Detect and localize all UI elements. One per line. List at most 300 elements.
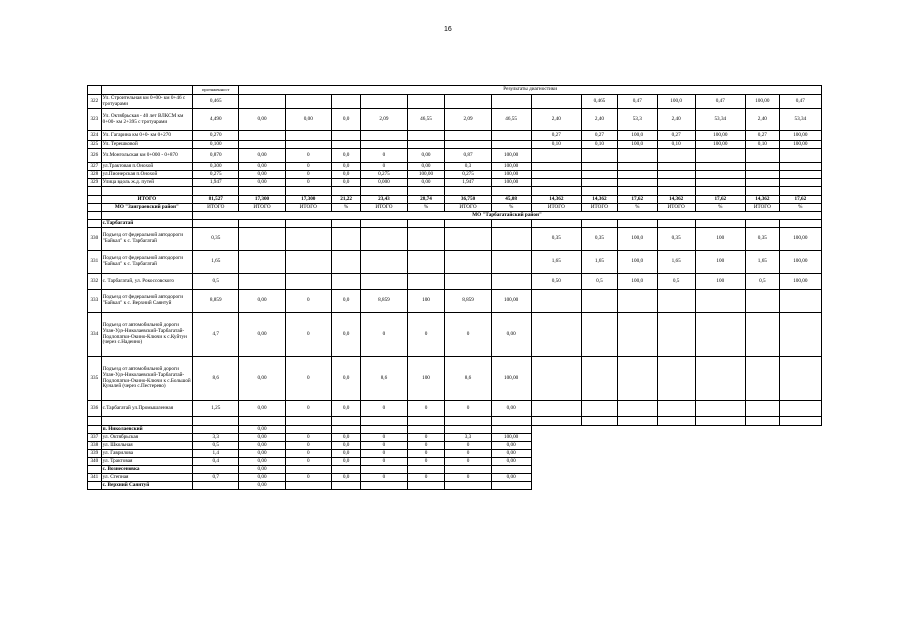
table-cell: [531, 179, 581, 187]
road-name: ул.Трактовая п.Онохой: [101, 163, 192, 171]
section-title: с.Тарбагатай: [101, 220, 192, 228]
table-cell: 100,00: [491, 179, 531, 187]
table-cell: 0,3: [445, 163, 491, 171]
table-cell: [746, 434, 780, 442]
table-cell: [407, 95, 445, 109]
row-number: 329: [88, 179, 102, 187]
table-cell: 100,00: [779, 131, 821, 141]
table-cell: [285, 426, 331, 434]
table-cell: [695, 171, 745, 179]
table-cell: 0,35: [582, 228, 618, 251]
section-row: [88, 466, 822, 474]
table-cell: [582, 149, 618, 163]
table-cell: [582, 187, 618, 196]
table-cell: 0: [445, 401, 491, 417]
table-cell: 0,0: [331, 434, 360, 442]
table-cell: 0,00: [239, 426, 285, 434]
table-row: [88, 228, 822, 251]
summary-cell: 17,62: [779, 196, 821, 204]
table-cell: 0,35: [746, 228, 780, 251]
road-name: Подъезд от федеральной автодороги "Байкал" к с. Верхний Саянтуй: [101, 290, 192, 313]
table-cell: 0,27: [657, 131, 695, 141]
table-cell: [445, 466, 491, 474]
table-cell: 1,65: [531, 251, 581, 274]
road-length: 0,35: [193, 228, 239, 251]
road-name: Подъезд от федеральной автодороги "Байкал" к с. Тарбагатай: [101, 228, 192, 251]
table-cell: [657, 426, 695, 434]
table-cell: [88, 220, 102, 228]
table-cell: 0: [445, 450, 491, 458]
table-cell: 100: [407, 357, 445, 401]
table-cell: [746, 357, 780, 401]
table-cell: 0,00: [239, 163, 285, 171]
table-cell: [407, 466, 445, 474]
table-row: [88, 450, 822, 458]
table-cell: 100: [407, 290, 445, 313]
table-cell: 0,00: [239, 458, 285, 466]
table-cell: [285, 141, 331, 149]
table-cell: [531, 450, 581, 458]
table-cell: [445, 274, 491, 290]
table-cell: [779, 357, 821, 401]
table-cell: [695, 450, 745, 458]
table-cell: [695, 417, 745, 426]
table-cell: [657, 357, 695, 401]
table-cell: [746, 313, 780, 357]
table-cell: [331, 466, 360, 474]
table-cell: 100: [695, 228, 745, 251]
table-cell: 0,00: [407, 179, 445, 187]
table-cell: [445, 187, 491, 196]
summary-cell: %: [695, 204, 745, 212]
table-row: [88, 171, 822, 179]
table-cell: [617, 290, 657, 313]
mo-row: [88, 204, 822, 212]
table-cell: [531, 313, 581, 357]
road-length: 0,5: [193, 442, 239, 450]
table-cell: 0,0: [331, 163, 360, 171]
summary-cell: %: [407, 204, 445, 212]
table-cell: [285, 187, 331, 196]
road-length: 8,6: [193, 357, 239, 401]
table-cell: [617, 474, 657, 482]
table-cell: [746, 442, 780, 450]
table-cell: 0,00: [239, 313, 285, 357]
table-cell: 0,87: [445, 149, 491, 163]
summary-cell: 17,300: [285, 196, 331, 204]
table-cell: [101, 187, 192, 196]
row-number: 336: [88, 401, 102, 417]
row-number: 323: [88, 109, 102, 131]
road-name: Подъезд от автомобильной дороги Улан-Удэ-Николаевский-Тарбагатай-Подлопатки-Окино-Ключи к с.Большой Куналей (через с.Пестерево): [101, 357, 192, 401]
table-cell: [331, 417, 360, 426]
table-cell: [331, 251, 360, 274]
road-name: Ул. Октябрьская - 40 лет ВЛКСМ км 0+00- км 2+395 с тротуарами: [101, 109, 192, 131]
table-cell: 100,00: [779, 141, 821, 149]
table-cell: [779, 187, 821, 196]
table-cell: [445, 95, 491, 109]
table-cell: 100,0: [617, 131, 657, 141]
table-cell: 0,00: [491, 458, 531, 466]
table-cell: [746, 450, 780, 458]
table-cell: [88, 417, 102, 426]
table-cell: [617, 426, 657, 434]
section-row: [88, 426, 822, 434]
road-name: Подъезд от автомобильной дороги Улан-Удэ-Николаевский-Тарбагатай-Подлопатки-Окино-Ключи к с.Куйтун (через с.Надеино): [101, 313, 192, 357]
table-cell: [491, 220, 531, 228]
table-cell: [582, 482, 618, 490]
table-cell: 3,3: [445, 434, 491, 442]
table-cell: [407, 220, 445, 228]
table-cell: [657, 187, 695, 196]
table-cell: [331, 228, 360, 251]
table-cell: 100,0: [617, 141, 657, 149]
table-cell: 0,10: [582, 141, 618, 149]
table-cell: 0: [361, 458, 407, 466]
table-cell: 100,00: [491, 149, 531, 163]
section-title: п. Николаевский: [101, 426, 192, 434]
table-cell: 0,0: [331, 109, 360, 131]
table-cell: [331, 220, 360, 228]
table-cell: 0,00: [239, 109, 285, 131]
table-cell: [657, 442, 695, 450]
table-cell: [239, 95, 285, 109]
table-cell: [531, 187, 581, 196]
table-cell: 0,27: [582, 131, 618, 141]
table-cell: 0,5: [746, 274, 780, 290]
table-cell: [285, 251, 331, 274]
road-length: 0,270: [193, 131, 239, 141]
table-cell: [285, 482, 331, 490]
header-row: [88, 86, 822, 95]
table-row: [88, 179, 822, 187]
table-cell: [361, 417, 407, 426]
summary-cell: ИТОГО: [361, 204, 407, 212]
table-cell: [407, 187, 445, 196]
table-cell: [491, 131, 531, 141]
table-cell: [779, 220, 821, 228]
table-cell: 8,859: [445, 290, 491, 313]
table-cell: 0: [407, 401, 445, 417]
table-cell: 8,859: [361, 290, 407, 313]
table-cell: [746, 417, 780, 426]
table-cell: [695, 220, 745, 228]
summary-cell: 14,362: [746, 196, 780, 204]
table-cell: 0: [361, 163, 407, 171]
page-number: 16: [444, 26, 452, 33]
road-name: ул. Октябрьская: [101, 434, 192, 442]
table-cell: [779, 290, 821, 313]
results-header: Результаты диагностики: [239, 86, 822, 95]
table-cell: 0: [361, 450, 407, 458]
table-cell: 100,00: [746, 95, 780, 109]
table-cell: 0,0: [331, 474, 360, 482]
table-cell: [531, 458, 581, 466]
table-cell: [361, 95, 407, 109]
table-cell: [361, 141, 407, 149]
table-cell: [491, 274, 531, 290]
table-cell: 0: [285, 450, 331, 458]
table-cell: [657, 163, 695, 171]
summary-cell: 81,527: [193, 196, 239, 204]
table-cell: [445, 417, 491, 426]
table-cell: [695, 466, 745, 474]
table-cell: 0: [407, 474, 445, 482]
road-length: 8,859: [193, 290, 239, 313]
table-cell: [531, 290, 581, 313]
section-row: [88, 482, 822, 490]
table-cell: [779, 149, 821, 163]
table-cell: [331, 131, 360, 141]
total-row: [88, 196, 822, 204]
table-cell: 0,465: [582, 95, 618, 109]
table-cell: [445, 482, 491, 490]
table-cell: [695, 187, 745, 196]
table-cell: [491, 141, 531, 149]
table-cell: 0: [407, 434, 445, 442]
table-cell: [407, 426, 445, 434]
table-cell: [617, 313, 657, 357]
table-cell: [746, 401, 780, 417]
table-cell: [285, 131, 331, 141]
table-cell: [285, 220, 331, 228]
table-cell: 0,47: [779, 95, 821, 109]
table-cell: [101, 417, 192, 426]
table-cell: [361, 274, 407, 290]
summary-cell: %: [617, 204, 657, 212]
table-cell: [239, 274, 285, 290]
section-title: с. Вознесеновка: [101, 466, 192, 474]
table-row: [88, 109, 822, 131]
table-cell: [657, 313, 695, 357]
table-row: [88, 163, 822, 171]
table-cell: [582, 401, 618, 417]
table-cell: 100: [695, 251, 745, 274]
table-cell: 1,65: [657, 251, 695, 274]
table-cell: 0,5: [582, 274, 618, 290]
table-cell: [582, 163, 618, 171]
table-cell: 0: [445, 442, 491, 450]
table-cell: 0,10: [746, 141, 780, 149]
table-cell: [582, 417, 618, 426]
table-cell: [779, 458, 821, 466]
table-cell: [746, 458, 780, 466]
table-cell: 0,0: [331, 458, 360, 466]
table-cell: 0,00: [407, 163, 445, 171]
table-cell: 0,00: [239, 466, 285, 474]
road-name: ул. Школьная: [101, 442, 192, 450]
road-name: ул. Гаврилова: [101, 450, 192, 458]
table-cell: 100,00: [491, 171, 531, 179]
table-cell: [445, 251, 491, 274]
table-row: [88, 474, 822, 482]
row-number: 333: [88, 290, 102, 313]
table-cell: 100,00: [491, 357, 531, 401]
table-cell: [582, 220, 618, 228]
table-cell: 8,6: [445, 357, 491, 401]
table-cell: 0,00: [491, 313, 531, 357]
spacer-row: [88, 417, 822, 426]
row-number: 334: [88, 313, 102, 357]
table-cell: 0,00: [239, 149, 285, 163]
table-cell: [582, 313, 618, 357]
table-cell: [779, 171, 821, 179]
table-cell: [361, 466, 407, 474]
table-cell: [491, 228, 531, 251]
row-number: 327: [88, 163, 102, 171]
table-cell: 0,47: [617, 95, 657, 109]
table-cell: [617, 179, 657, 187]
table-row: [88, 357, 822, 401]
table-cell: [779, 474, 821, 482]
table-cell: [331, 187, 360, 196]
table-cell: 100,0: [657, 95, 695, 109]
table-cell: [531, 401, 581, 417]
table-cell: 100,00: [407, 171, 445, 179]
table-cell: [779, 466, 821, 474]
table-cell: 0,0: [331, 179, 360, 187]
table-cell: 100,00: [779, 274, 821, 290]
table-cell: 100,0: [617, 274, 657, 290]
summary-cell: 14,362: [531, 196, 581, 204]
table-cell: 100,00: [491, 434, 531, 442]
table-cell: [617, 450, 657, 458]
row-number: 335: [88, 357, 102, 401]
table-cell: [88, 466, 102, 474]
table-row: [88, 251, 822, 274]
summary-cell: 36,750: [445, 196, 491, 204]
table-cell: [285, 466, 331, 474]
table-cell: [582, 357, 618, 401]
table-cell: [582, 290, 618, 313]
table-cell: [582, 466, 618, 474]
table-cell: [101, 212, 192, 220]
table-cell: [779, 434, 821, 442]
table-cell: 0,00: [491, 474, 531, 482]
table-cell: [239, 220, 285, 228]
table-cell: 0,5: [657, 274, 695, 290]
table-cell: [695, 401, 745, 417]
table-row: [88, 458, 822, 466]
road-name: ул. Степная: [101, 474, 192, 482]
table-cell: [617, 220, 657, 228]
table-cell: [491, 251, 531, 274]
table-cell: [407, 228, 445, 251]
table-cell: [657, 290, 695, 313]
table-cell: [582, 474, 618, 482]
table-cell: 100,00: [491, 163, 531, 171]
table-cell: 0,0: [331, 450, 360, 458]
table-cell: [695, 434, 745, 442]
table-cell: 0: [445, 313, 491, 357]
table-cell: [746, 426, 780, 434]
section-title: с. Верхний Саянтуй: [101, 482, 192, 490]
summary-cell: ИТОГО: [582, 204, 618, 212]
table-cell: [285, 228, 331, 251]
table-cell: [531, 417, 581, 426]
summary-label: МО "Заиграевский район": [101, 204, 192, 212]
table-cell: [88, 196, 102, 204]
row-number: 330: [88, 228, 102, 251]
table-cell: [582, 458, 618, 466]
table-cell: [582, 450, 618, 458]
table-cell: [779, 426, 821, 434]
road-length: 0,870: [193, 149, 239, 163]
table-cell: [361, 426, 407, 434]
summary-cell: ИТОГО: [285, 204, 331, 212]
table-row: [88, 95, 822, 109]
table-cell: 0,10: [657, 141, 695, 149]
table-cell: [617, 187, 657, 196]
table-cell: 0: [285, 163, 331, 171]
table-cell: 0,00: [491, 401, 531, 417]
road-length: 0,5: [193, 274, 239, 290]
table-cell: [582, 171, 618, 179]
table-cell: [746, 474, 780, 482]
table-cell: 8,6: [361, 357, 407, 401]
summary-cell: 17,62: [617, 196, 657, 204]
row-number: 326: [88, 149, 102, 163]
table-cell: 2,40: [657, 109, 695, 131]
table-cell: [695, 357, 745, 401]
table-cell: 100,00: [695, 131, 745, 141]
table-cell: 0,0: [331, 442, 360, 450]
table-cell: [617, 149, 657, 163]
table-cell: [531, 163, 581, 171]
table-cell: 0,27: [746, 131, 780, 141]
table-cell: 0,00: [239, 179, 285, 187]
road-length: 0,300: [193, 163, 239, 171]
table-cell: [779, 179, 821, 187]
table-cell: 53,3: [617, 109, 657, 131]
table-cell: [531, 149, 581, 163]
row-number: 322: [88, 95, 102, 109]
table-cell: [695, 474, 745, 482]
table-cell: [695, 149, 745, 163]
road-length: 1,4: [193, 450, 239, 458]
table-cell: [695, 179, 745, 187]
table-cell: [695, 482, 745, 490]
road-name: Ул.Монгольская км 0+000 - 0+870: [101, 149, 192, 163]
table-cell: 0: [285, 171, 331, 179]
table-cell: 100,00: [779, 228, 821, 251]
table-cell: 0: [407, 442, 445, 450]
table-cell: [193, 417, 239, 426]
table-cell: [746, 220, 780, 228]
road-length: 1,947: [193, 179, 239, 187]
table-cell: [285, 95, 331, 109]
table-cell: [331, 95, 360, 109]
table-cell: 1,65: [582, 251, 618, 274]
table-cell: 53,34: [779, 109, 821, 131]
table-cell: [746, 163, 780, 171]
summary-cell: 17,300: [239, 196, 285, 204]
row-number: 331: [88, 251, 102, 274]
table-cell: 100,00: [695, 141, 745, 149]
table-cell: 0: [285, 458, 331, 466]
table-cell: 0: [407, 313, 445, 357]
table-cell: 0,00: [239, 401, 285, 417]
table-cell: 0,0: [331, 357, 360, 401]
road-name: Ул. Гагарина км 0+0- км 0+270: [101, 131, 192, 141]
table-cell: 0,00: [491, 450, 531, 458]
table-cell: [657, 417, 695, 426]
table-cell: [531, 474, 581, 482]
table-cell: [239, 228, 285, 251]
table-cell: 0,35: [657, 228, 695, 251]
table-cell: [193, 426, 239, 434]
table-cell: [746, 482, 780, 490]
